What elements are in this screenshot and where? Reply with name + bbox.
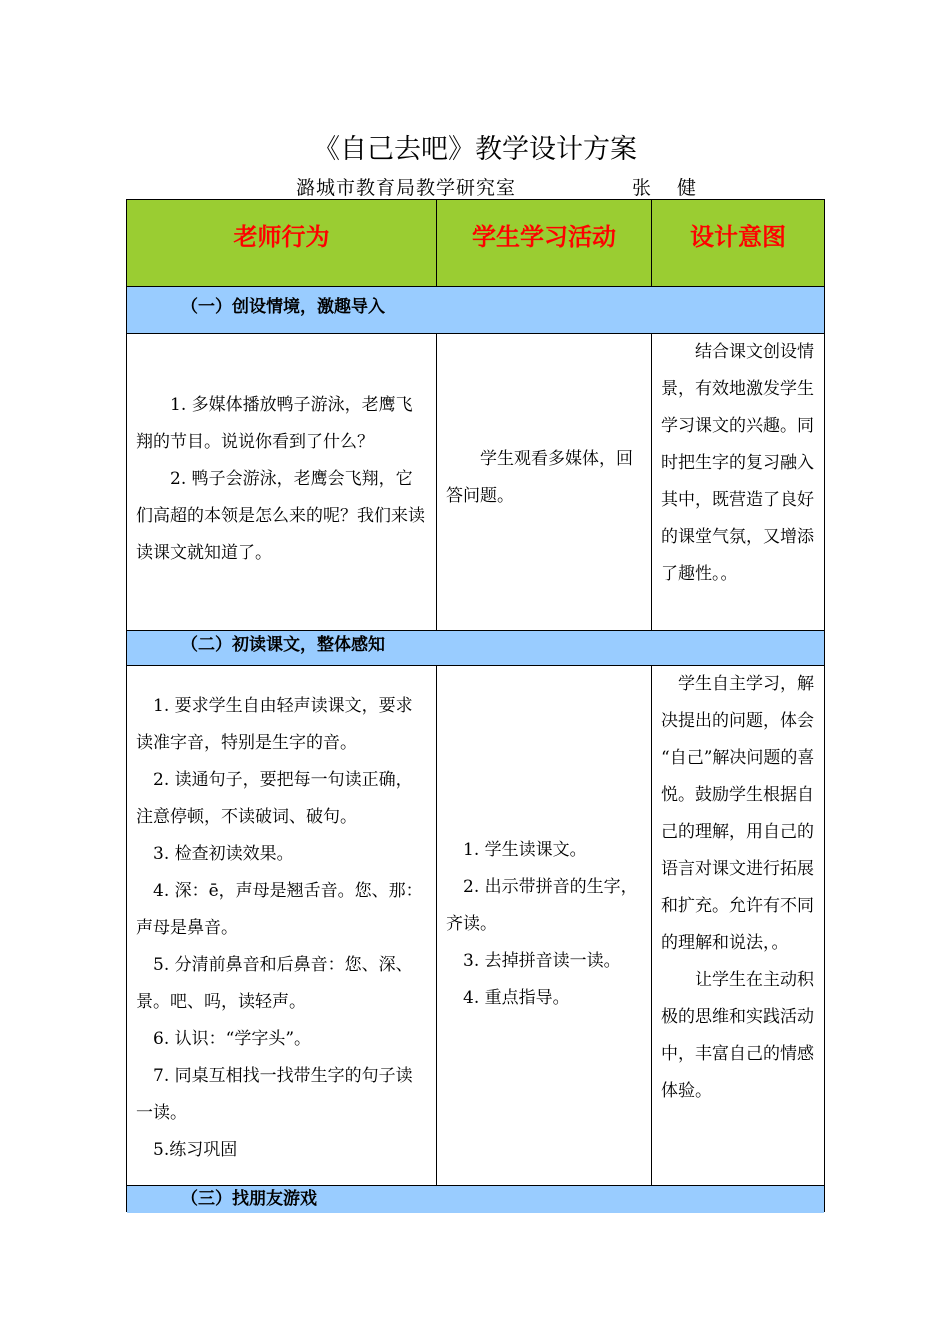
header-design-intent: 设计意图 (690, 223, 786, 251)
intent-text: 学生自主学习，解决提出的问题，体会 “自己”解决问题的喜悦。鼓励学生根据自己的理解，用自己的语言对课文进行拓展和扩充。允许有不同的理解和说法，。 (661, 674, 815, 953)
teacher-step: 4. 深：ē，声母是翘舌音。您、那：声母是鼻音。 (136, 881, 423, 938)
teacher-cell (127, 334, 437, 630)
author-organization: 潞城市教育局教学研究室 (296, 177, 517, 199)
student-activity: 学生观看多媒体，回答问题。 (446, 449, 633, 506)
intent-text: 结合课文创设情景，有效地激发学生学习课文的兴趣。同时把生字的复习融入其中，既营造了良好的课堂气氛，又增添了趣性。。 (661, 342, 814, 584)
intent-cell (652, 666, 824, 1185)
teacher-cell (127, 666, 437, 1185)
section-heading-row (127, 1186, 824, 1213)
student-cell (437, 666, 652, 1185)
teacher-step: 5.练习巩固 (153, 1140, 238, 1160)
student-cell (437, 334, 652, 630)
section-label: （二）初读课文，整体感知 (181, 635, 385, 655)
author-line (296, 176, 723, 200)
teacher-step: 6. 认识：“学字头”。 (153, 1029, 312, 1049)
teacher-step: 7. 同桌互相找一找带生字的句子读一读。 (136, 1066, 413, 1123)
intent-cell (652, 334, 824, 630)
header-teacher-behavior: 老师行为 (127, 200, 437, 286)
teacher-step: 1. 要求学生自由轻声读课文，要求读准字音，特别是生字的音。 (136, 696, 413, 753)
section-heading-row (127, 631, 824, 666)
table-row (127, 334, 824, 631)
document-title: 《自己去吧》教学设计方案 (313, 134, 637, 165)
teacher-step: 3. 检查初读效果。 (153, 844, 294, 864)
header-student-activity: 学生学习活动 (437, 200, 652, 286)
student-activity: 4. 重点指导。 (463, 988, 570, 1008)
teacher-step: 5. 分清前鼻音和后鼻音：您、深、景。吧、吗，读轻声。 (136, 955, 413, 1012)
table-row (127, 666, 824, 1186)
section-label: （三）找朋友游戏 (181, 1189, 317, 1209)
section-heading-row (127, 287, 824, 334)
student-activity: 2. 出示带拼音的生字，齐读。 (446, 877, 638, 934)
section-label: （一）创设情境，激趣导入 (181, 297, 385, 317)
table-header-row (127, 200, 824, 287)
teacher-step: 2. 读通句子，要把每一句读正确，注意停顿，不读破词、破句。 (136, 770, 413, 827)
teacher-step: 2. 鸭子会游泳，老鹰会飞翔，它们高超的本领是怎么来的呢？我们来读读课文就知道了。 (136, 469, 425, 563)
lesson-plan-table (126, 199, 825, 1212)
student-activity: 3. 去掉拼音读一读。 (463, 951, 621, 971)
teacher-step: 1. 多媒体播放鸭子游泳，老鹰飞翔的节目。说说你看到了什么？ (136, 395, 413, 452)
author-name: 张健 (632, 177, 723, 199)
student-activity: 1. 学生读课文。 (463, 840, 587, 860)
intent-text: 让学生在主动积极的思维和实践活动中，丰富自己的情感体验。 (661, 970, 814, 1101)
